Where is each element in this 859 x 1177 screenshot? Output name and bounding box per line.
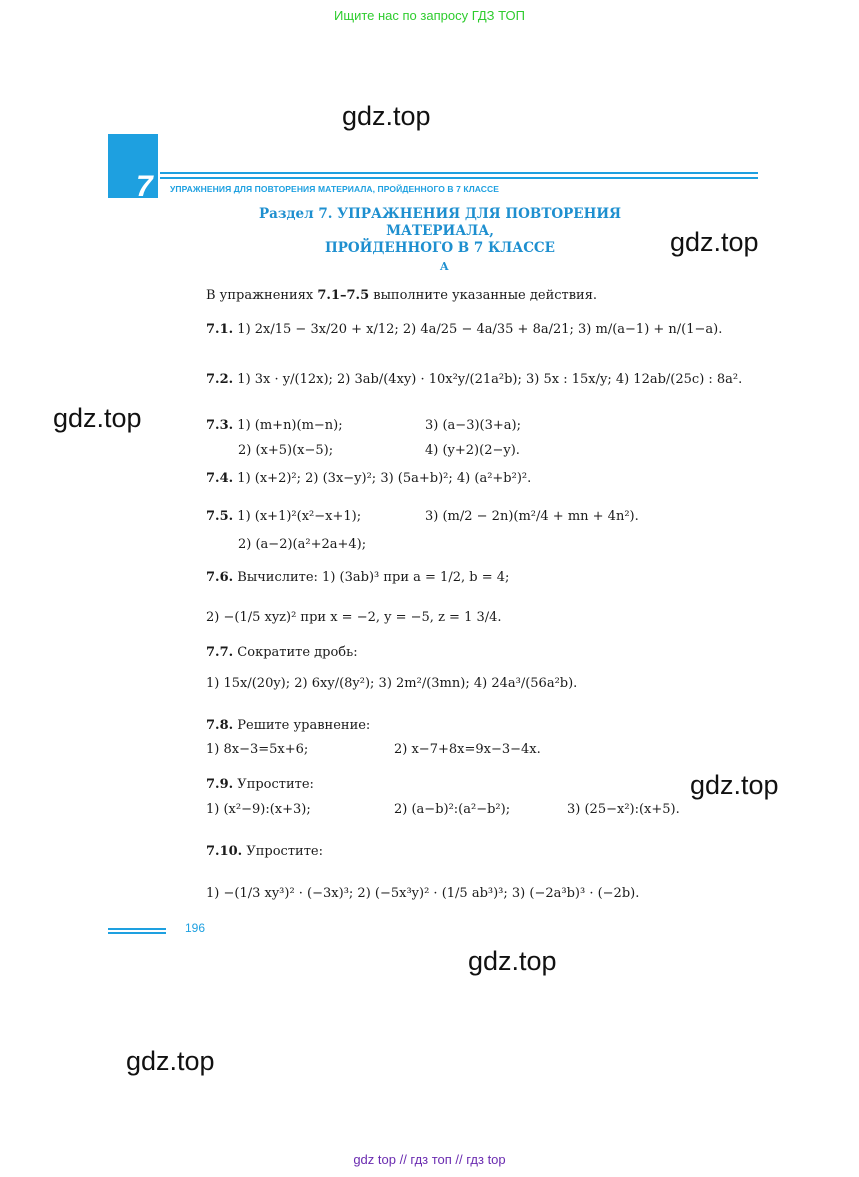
page-rule (108, 932, 166, 934)
exercise-number: 7.7. (206, 645, 234, 660)
exercise-item: 1) (m+n)(m−n); (237, 418, 343, 433)
exercise-7-9 (206, 777, 314, 793)
exercise-7-6 (206, 570, 509, 586)
exercise-text: Упростите: (237, 777, 314, 792)
exercise-text: Сократите дробь: (237, 645, 358, 660)
exercise-item: 3) (a−3)(3+a); (425, 418, 521, 433)
exercise-7-10-items: 1) −(1/3 xy³)² · (−3x)³; 2) (−5x³y)² · (1/5 ab³)³; 3) (−2a³b)³ · (−2b). (206, 886, 640, 901)
exercise-item: 3) (25−x²):(x+5). (567, 802, 680, 817)
exercise-number: 7.4. (206, 471, 234, 486)
exercise-item: 1) 8x−3=5x+6; (206, 742, 309, 757)
exercise-number: 7.2. (206, 372, 234, 387)
watermark: gdz.top (53, 403, 142, 433)
exercise-item: 2) x−7+8x=9x−3−4x. (394, 742, 541, 757)
page-rule (108, 928, 166, 930)
exercise-number: 7.8. (206, 718, 234, 733)
footer-links[interactable]: gdz top // гдз топ // гдз top (353, 1152, 506, 1167)
exercise-item: 1) (x+1)²(x²−x+1); (237, 509, 362, 524)
watermark: gdz.top (468, 946, 557, 976)
exercise-number: 7.9. (206, 777, 234, 792)
exercise-7-6-part2: 2) −(1/5 xyz)² при x = −2, y = −5, z = 1 3/4. (206, 610, 502, 625)
exercise-item: 2) (a−b)²:(a²−b²); (394, 802, 511, 817)
chapter-number: 7 (136, 170, 153, 203)
level-heading: A (440, 260, 449, 273)
page-number: 196 (185, 921, 206, 935)
exercise-7-7 (206, 645, 358, 661)
exercise-number: 7.10. (206, 844, 243, 859)
watermark: gdz.top (670, 227, 759, 257)
exercise-7-1 (206, 322, 722, 338)
watermark: gdz.top (126, 1046, 215, 1076)
intro-text (206, 288, 597, 304)
top-search-link[interactable]: Ищите нас по запросу ГДЗ ТОП (334, 8, 525, 23)
exercise-item: 2) (a−2)(a²+2a+4); (238, 537, 367, 552)
exercise-number: 7.5. (206, 509, 234, 524)
watermark: gdz.top (342, 101, 431, 131)
chapter-header-rule (160, 172, 758, 184)
exercise-text: Решите уравнение: (237, 718, 371, 733)
exercise-line: 1) (x+2)²; 2) (3x−y)²; 3) (5a+b)²; 4) (a²+b²)². (237, 471, 532, 486)
exercise-item: 2) (x+5)(x−5); (238, 443, 334, 458)
exercise-number: 7.6. (206, 570, 234, 585)
exercise-7-5-row1 (206, 509, 361, 525)
exercise-item: 4) (y+2)(2−y). (425, 443, 520, 458)
exercise-line: 1) 3x · y/(12x); 2) 3ab/(4xy) · 10x²y/(21a²b); 3) 5x : 15x/y; 4) 12ab/(25c) : 8a². (237, 372, 743, 387)
intro-range: 7.1–7.5 (317, 288, 370, 303)
intro-after: выполните указанные действия. (369, 288, 598, 303)
exercise-number: 7.1. (206, 322, 234, 337)
section-title-line1: Раздел 7. УПРАЖНЕНИЯ ДЛЯ ПОВТОРЕНИЯ МАТЕРИАЛА, (259, 206, 621, 239)
exercise-text: Вычислите: 1) (3ab)³ при a = 1/2, b = 4; (237, 570, 510, 585)
intro-before: В упражнениях (206, 288, 318, 303)
section-title-line2: ПРОЙДЕННОГО В 7 КЛАССЕ (325, 240, 555, 256)
exercise-7-3-row1 (206, 418, 343, 434)
exercise-line: 1) 2x/15 − 3x/20 + x/12; 2) 4a/25 − 4a/35 + 8a/21; 3) m/(a−1) + n/(1−a). (237, 322, 723, 337)
chapter-header: УПРАЖНЕНИЯ ДЛЯ ПОВТОРЕНИЯ МАТЕРИАЛА, ПРОЙДЕННОГО В 7 КЛАССЕ (170, 184, 500, 194)
exercise-item: 3) (m/2 − 2n)(m²/4 + mn + 4n²). (425, 509, 639, 524)
exercise-7-10 (206, 844, 323, 860)
exercise-number: 7.3. (206, 418, 234, 433)
exercise-7-8 (206, 718, 370, 734)
section-title (205, 206, 675, 257)
exercise-7-7-items: 1) 15x/(20y); 2) 6xy/(8y²); 3) 2m²/(3mn); 4) 24a³/(56a²b). (206, 676, 578, 691)
watermark: gdz.top (690, 770, 779, 800)
exercise-7-4 (206, 471, 531, 487)
exercise-text: Упростите: (246, 844, 323, 859)
exercise-7-2 (206, 372, 742, 388)
exercise-item: 1) (x²−9):(x+3); (206, 802, 311, 817)
